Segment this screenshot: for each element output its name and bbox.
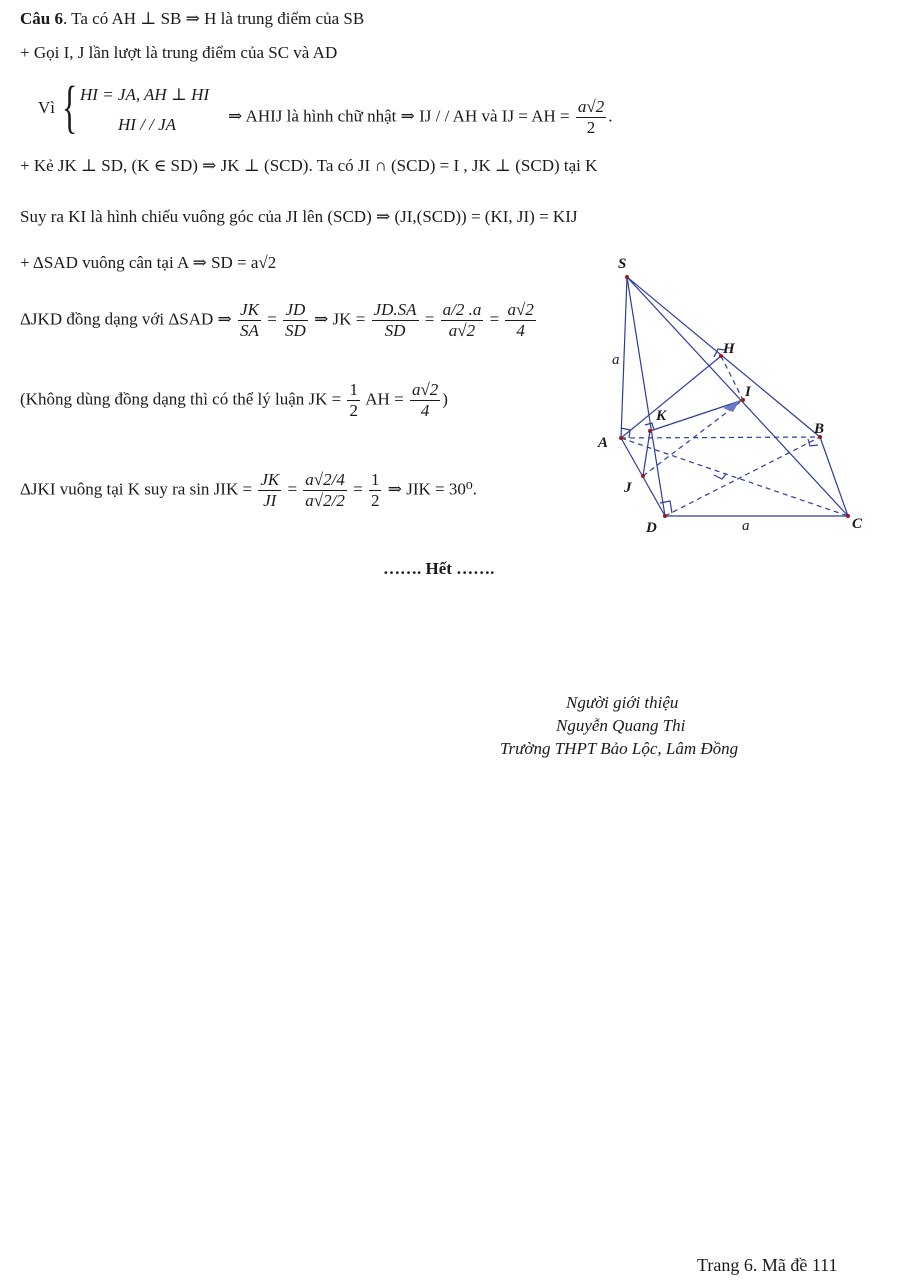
signature-school: Trường THPT Bảo Lộc, Lâm Đồng: [500, 739, 739, 758]
segment-hi-dashed: [721, 356, 743, 400]
question-line-2: + Gọi I, J lần lượt là trung điểm của SC và AD: [20, 43, 338, 62]
label-j: J: [624, 480, 632, 496]
diag-ac-dashed: [621, 438, 848, 516]
sin-text: ΔJKI vuông tại K suy ra sin JIK =: [20, 479, 253, 499]
label-edge-sa: a: [612, 352, 620, 368]
pyramid-figure: [590, 250, 880, 550]
fraction: $\frac{a/2 .a}{a√2}$: [442, 300, 482, 340]
question-label: Câu 6: [20, 9, 63, 28]
question-line-1: [20, 8, 364, 30]
label-s: S: [618, 256, 627, 272]
fraction: $\frac{JD}{SD}$: [285, 300, 306, 340]
signature-role: Người giới thiệu: [566, 693, 679, 712]
signature-name: Nguyễn Quang Thi: [556, 716, 686, 735]
label-a: A: [598, 435, 609, 451]
label-d: D: [646, 520, 657, 536]
label-h: H: [723, 341, 735, 357]
diag-bd-dashed: [665, 437, 820, 516]
question-line-4: + Kẻ JK ⊥ SD, (K ∈ SD) ⇒ JK ⊥ (SCD). Ta có JI ∩ (SCD) = I , JK ⊥ (SCD) tại K: [20, 156, 598, 175]
question-line-5: Suy ra KI là hình chiếu vuông góc của JI lên (SCD) ⇒ (JI,(SCD)) = (KI, JI) = KIJ: [20, 207, 578, 226]
page-footer: Trang 6. Mã đề 111: [697, 1255, 838, 1275]
question-line-6: + ΔSAD vuông cân tại A ⇒ SD = a√2: [20, 253, 277, 272]
question-text-1: . Ta có AH ⊥ SB ⇒ H là trung điểm của SB: [62, 9, 365, 28]
edge-sa: [621, 277, 627, 438]
angle-result: ⇒ JIK = 30⁰.: [387, 479, 477, 499]
right-angle-k: [645, 423, 654, 430]
question-line-9: ΔJKI vuông tại K suy ra sin JIK = $\frac{JK}{JI}$ = $\frac{a√2/4}{a√2/2}$ = $\frac{1}{2}$ ⇒ JIK = 30⁰.: [20, 470, 477, 510]
edge-sc: [627, 277, 848, 516]
system-conclusion: ⇒ AHIJ là hình chữ nhật ⇒ IJ / / AH và IJ = AH = $\frac{a√2}{2}$ .: [228, 97, 613, 137]
system-brace: {: [62, 74, 78, 139]
vi-text: Vì: [38, 98, 55, 117]
system-line-2: HI / / JA: [118, 115, 177, 134]
conclusion-text: ⇒ AHIJ là hình chữ nhật ⇒ IJ / / AH và IJ = AH =: [228, 106, 570, 126]
center-mark: [714, 474, 726, 479]
fraction: $\frac{a√2/4}{a√2/2}$: [305, 470, 345, 510]
alt-reason-text: (Không dùng đồng dạng thì có thể lý luận JK =: [20, 389, 342, 409]
label-i: I: [745, 384, 751, 400]
question-line-8: (Không dùng đồng dạng thì có thể lý luận JK = $\frac{1}{2}$ AH = $\frac{a√2}{4}$ ): [20, 380, 448, 420]
end-mark: ……. Hết …….: [383, 559, 495, 578]
label-c: C: [852, 516, 863, 532]
edge-sd: [627, 277, 665, 516]
question-line-7: ΔJKD đồng dạng với ΔSAD ⇒ $\frac{JK}{SA}$ = $\frac{JD}{SD}$ ⇒ JK = $\frac{JD.SA}{SD}$ = $\frac{a/2 .a}{a√2}$ = $\frac{a√2}{4}$: [20, 300, 534, 340]
fraction: $\frac{a√2}{2}$: [577, 97, 605, 137]
jk-eq-text: ⇒ JK =: [314, 309, 366, 329]
ah-eq-text: AH =: [365, 389, 404, 409]
fraction: $\frac{JK}{JI}$: [260, 470, 280, 510]
fraction: $\frac{JD.SA}{SD}$: [373, 300, 417, 340]
fraction: $\frac{1}{2}$: [349, 380, 358, 420]
edge-ab-dashed: [621, 437, 820, 438]
fraction: $\frac{a√2}{4}$: [411, 380, 439, 420]
similar-text: ΔJKD đồng dạng với ΔSAD ⇒: [20, 309, 232, 329]
fraction: $\frac{JK}{SA}$: [240, 300, 259, 340]
fraction: $\frac{1}{2}$: [370, 470, 380, 510]
label-b: B: [814, 421, 825, 437]
edge-bc: [820, 437, 848, 516]
fraction: $\frac{a√2}{4}$: [507, 300, 534, 340]
system-line-1: HI = JA, AH ⊥ HI: [80, 85, 210, 104]
label-k: K: [656, 408, 667, 424]
segment-ah: [621, 356, 721, 438]
label-edge-dc: a: [742, 518, 750, 534]
